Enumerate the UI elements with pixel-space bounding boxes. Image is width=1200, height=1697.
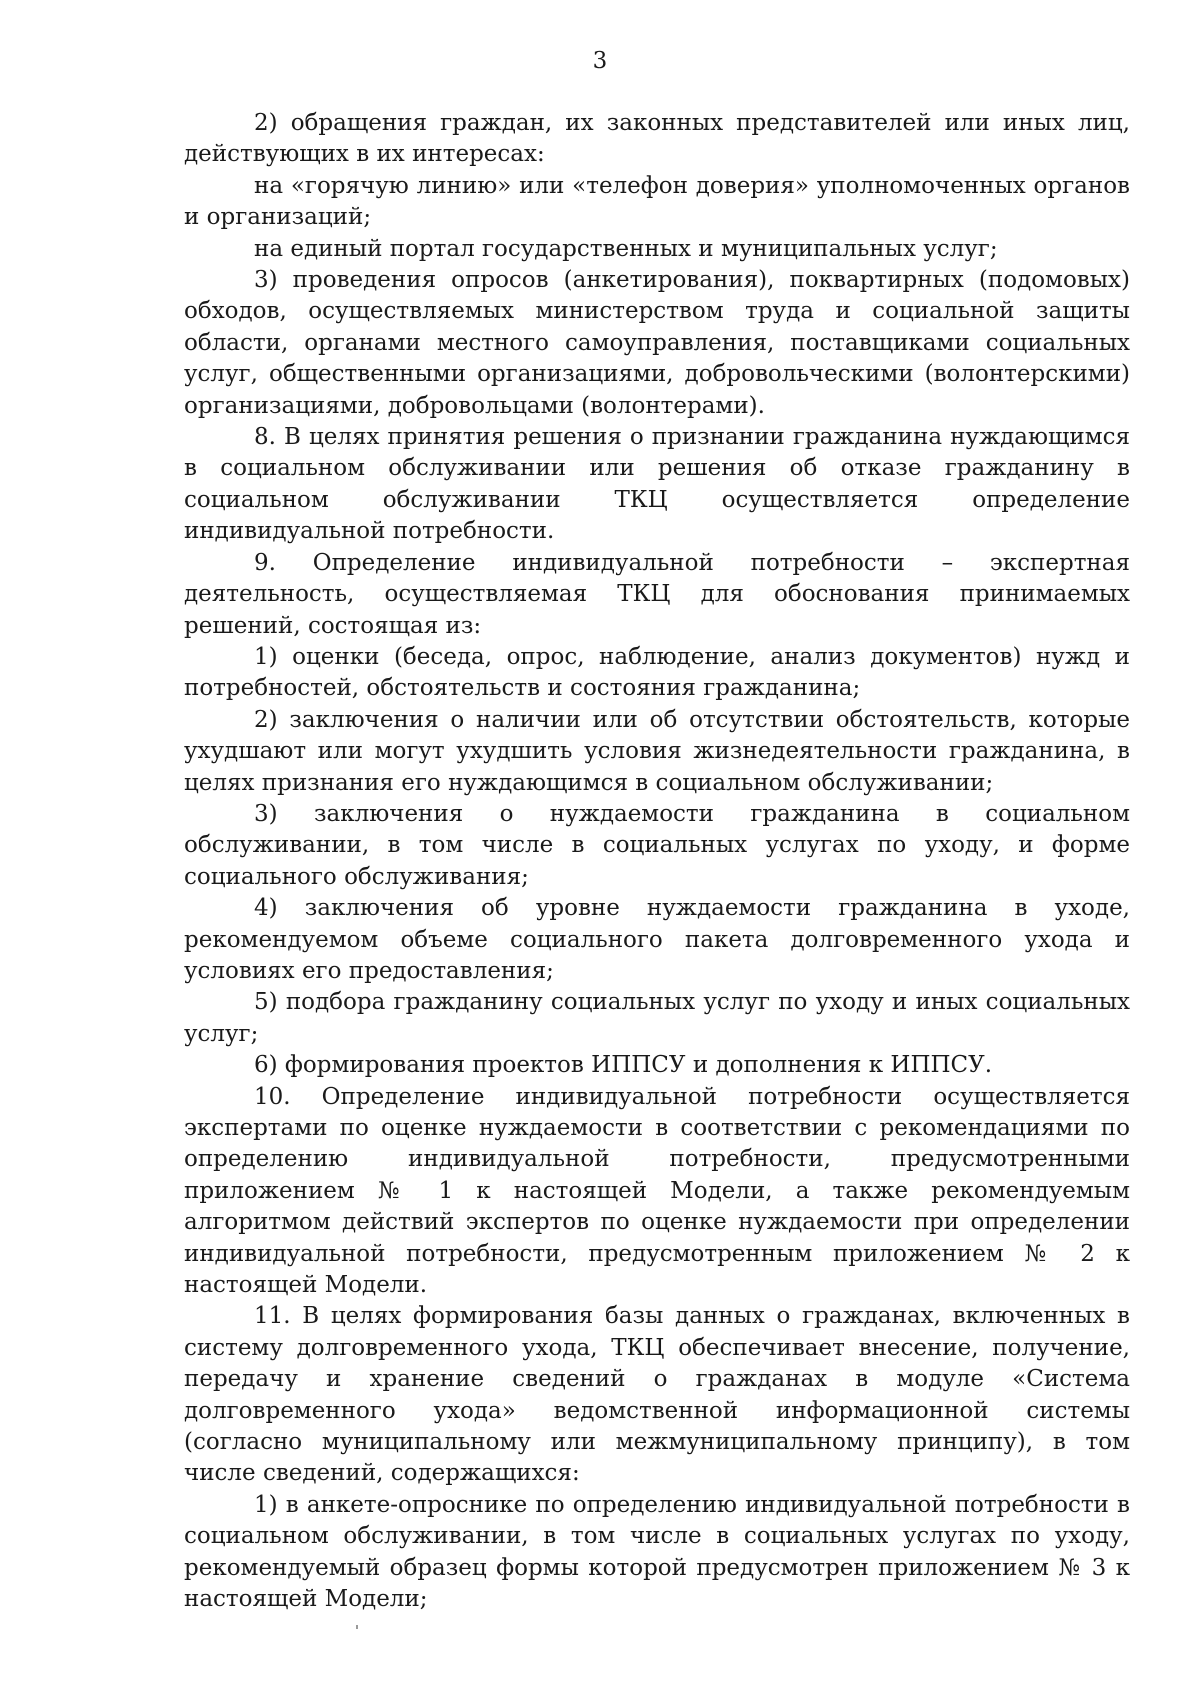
page-number: 3 [592, 48, 608, 74]
paragraph-clause-9-item-3: 3) заключения о нуждаемости гражданина в социальном обслуживании, в том числе в социальных услугах по уходу, и форме социального обслуживания; [184, 800, 1130, 890]
paragraph-clause-9-item-2: 2) заключения о наличии или об отсутствии обстоятельств, которые ухудшают или могут ухудшить условия жизнедеятельности гражданина, в целях признания его нуждающимся в социальном обслуживании; [184, 706, 1130, 796]
scan-speck [356, 1625, 358, 1629]
document-body [184, 108, 1130, 1616]
paragraph-clause-11-item-1: 1) в анкете-опроснике по определению индивидуальной потребности в социальном обслуживании, в том числе в социальных услугах по уходу, рекомендуемый образец формы которой предусмотрен приложением № 3 к настоящей Модели; [184, 1491, 1130, 1613]
paragraph-clause-11: 11. В целях формирования базы данных о гражданах, включенных в систему долговременного ухода, ТКЦ обеспечивает внесение, получение, передачу и хранение сведений о гражданах в модуле «Система долговременного ухода» ведомственной информационной системы (согласно муниципальному или межмуниципальному принципу), в том числе сведений, содержащихся: [184, 1303, 1130, 1487]
paragraph-clause-10: 10. Определение индивидуальной потребности осуществляется экспертами по оценке нуждаемости в соответствии с рекомендациями по определению индивидуальной потребности, предусмотренными приложением № 1 к настоящей Модели, а также рекомендуемым алгоритмом действий экспертов по оценке нуждаемости при определении индивидуальной потребности, предусмотренным приложением № 2 к настоящей Модели. [184, 1083, 1130, 1299]
paragraph-clause-9-item-4: 4) заключения об уровне нуждаемости гражданина в уходе, рекомендуемом объеме социального пакета долговременного ухода и условиях его предоставления; [184, 895, 1130, 984]
paragraph-clause-9-item-6: 6) формирования проектов ИППСУ и дополнения к ИППСУ. [254, 1052, 993, 1079]
paragraph-clause-8: 8. В целях принятия решения о признании гражданина нуждающимся в социальном обслуживании или решения об отказе гражданину в социальном обслуживании ТКЦ осуществляется определение индивидуальной потребности. [184, 424, 1130, 545]
paragraph-clause-9-item-1: 1) оценки (беседа, опрос, наблюдение, анализ документов) нужд и потребностей, обстоятельств и состояния гражданина; [184, 643, 1130, 702]
paragraph-hotline: на «горячую линию» или «телефон доверия» уполномоченных органов и организаций; [184, 172, 1130, 231]
paragraph-unified-portal: на единый портал государственных и муниципальных услуг; [254, 235, 998, 262]
paragraph-clause-9-item-5: 5) подбора гражданину социальных услуг по уходу и иных социальных услуг; [184, 989, 1130, 1047]
paragraph-item-3-surveys: 3) проведения опросов (анкетирования), поквартирных (подомовых) обходов, осуществляемых министерством труда и социальной защиты области, органами местного самоуправления, поставщиками социальных услуг, общественными организациями, добровольческими (волонтерскими) организациями, добровольцами (волонтерами). [184, 267, 1130, 419]
paragraph-item-2-appeals: 2) обращения граждан, их законных представителей или иных лиц, действующих в их интересах: [184, 110, 1130, 168]
paragraph-clause-9: 9. Определение индивидуальной потребности – экспертная деятельность, осуществляемая ТКЦ для обоснования принимаемых решений, состоящая из: [184, 549, 1130, 639]
